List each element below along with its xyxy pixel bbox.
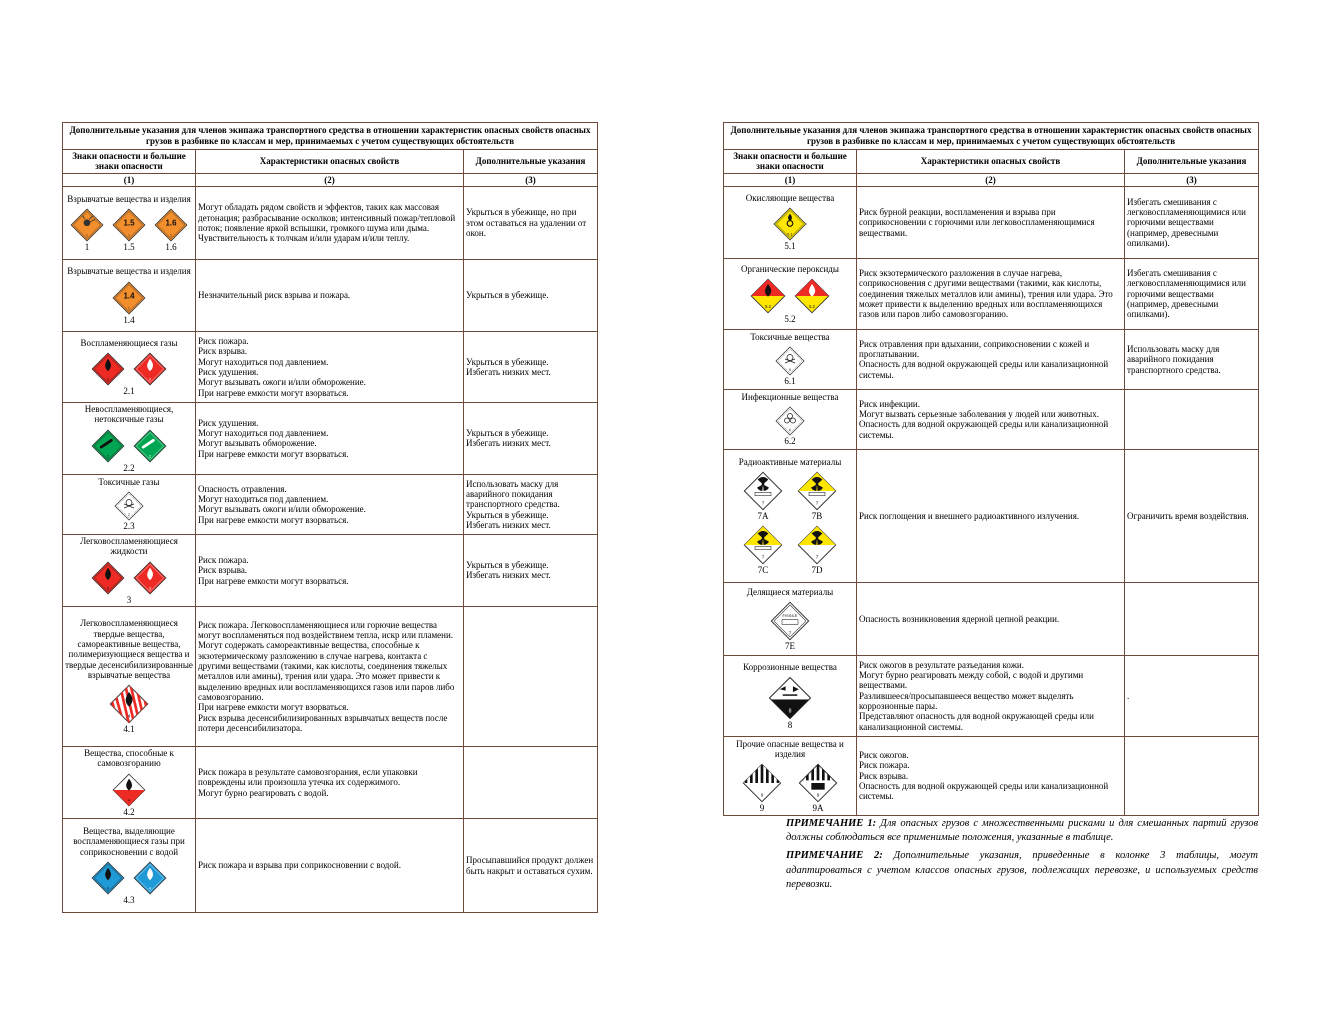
placard-class-number: 4	[106, 885, 110, 891]
additional-guidance	[464, 747, 598, 819]
hazard-name: Радиоактивные материалы	[738, 456, 842, 467]
class-number: 5.1	[784, 241, 796, 252]
table-row	[724, 655, 1259, 736]
hazard-characteristics: Риск отравления при вдыхании, соприкосновении с кожей и проглатывании. Опасность для водной окружающей среды или канализационной системы.	[857, 329, 1125, 389]
placard-class-number: 7	[815, 554, 819, 560]
placard-class-number: 7	[761, 554, 765, 560]
sign-label: 1.4	[123, 314, 135, 325]
sign-label: 7D	[811, 565, 823, 576]
placard-class-number: 5.2	[765, 303, 771, 309]
additional-guidance: Использовать маску для аварийного покидания транспортного средства.	[1125, 329, 1259, 389]
hazard-characteristics: Риск инфекции. Могут вызвать серьезные заболевания у людей или животных. Опасность для водной окружающей среды или канализационной системы.	[857, 389, 1125, 449]
table-row	[724, 736, 1259, 815]
hazard-characteristics: Риск удушения. Могут находиться под давлением. Могут вызывать обморожение. При нагреве емкости могут взорваться.	[196, 402, 464, 474]
flammable-gas-placard-icon	[91, 352, 125, 386]
explosive-bomb-placard-icon	[70, 208, 104, 242]
col-header-characteristics: Характеристики опасных свойств	[196, 149, 464, 173]
table-caption: Дополнительные указания для членов экипажа транспортного средства в отношении характеристик опасных свойств опасных грузов в разбивке по классам и мер, принимаемых с учетом существующих обстоятельств	[724, 123, 1259, 150]
placard-class-number: 2	[106, 376, 110, 382]
note-1-text: Для опасных грузов с множественными рисками и для смешанных партий грузов должны соблюдаться все применимые положения, указанные в таблице.	[786, 818, 1258, 844]
sign-label: 1	[84, 242, 90, 253]
table-row	[63, 331, 598, 402]
placard-class-number: 2	[148, 376, 152, 382]
infectious-biohazard-placard-icon	[775, 406, 805, 436]
sign-label: 7A	[757, 511, 769, 522]
col-header-additional: Дополнительные указания	[464, 149, 598, 173]
placard-class-number: 3	[106, 584, 110, 590]
sign-label: 1.6	[165, 242, 177, 253]
hazard-characteristics: Незначительный риск взрыва и пожара.	[196, 259, 464, 331]
table-row	[724, 389, 1259, 449]
placard-class-number: 9	[816, 792, 820, 798]
oxidizer-placard-icon	[773, 207, 807, 241]
flammable-gas-white-flame-placard-icon	[133, 352, 167, 386]
note-2	[786, 849, 1258, 892]
radioactive-7d-placard-icon	[797, 525, 837, 565]
hazard-name: Легковоспламеняющиеся твердые вещества, самореактивные вещества, полимеризующиеся вещества и твердые десенсибилизированные взрывчатые вещества	[65, 618, 193, 681]
hazard-characteristics: Опасность отравления. Могут находиться под давлением. Могут вызывать ожоги и/или обморожение. При нагреве емкости могут взорваться.	[196, 474, 464, 534]
placard-division-text: 1.6	[165, 218, 177, 228]
right-page	[723, 122, 1259, 816]
col-header-characteristics: Характеристики опасных свойств	[857, 149, 1125, 173]
hazard-name: Взрывчатые вещества и изделия	[67, 193, 191, 204]
note-2-label: ПРИМЕЧАНИЕ 2:	[786, 850, 883, 862]
hazard-table-left	[62, 122, 598, 913]
class-number: 7E	[785, 640, 795, 651]
class-number: 2.1	[123, 385, 135, 396]
hazard-name: Воспламеняющиеся газы	[80, 337, 178, 348]
placard-class-number: 8	[788, 708, 792, 715]
class-number: 6.1	[784, 376, 796, 387]
table-row	[63, 534, 598, 606]
hazard-table-right	[723, 122, 1259, 816]
radioactive-7a-placard-icon	[743, 471, 783, 511]
additional-guidance: Избегать смешивания с легковоспламеняющимися или горючими веществами (например, древесными опилками).	[1125, 258, 1259, 329]
hazard-characteristics: Могут обладать рядом свойств и эффектов, таких как массовая детонация; разбрасывание осколков; интенсивный пожар/тепловой поток; появление яркой вспышки, громкого шума или дыма. Чувствительность к толчкам и/или ударам и/или теплу.	[196, 186, 464, 259]
placard-class-number: 1	[127, 232, 131, 238]
hazard-name: Инфекционные вещества	[741, 392, 839, 403]
hazard-name: Токсичные газы	[98, 477, 160, 488]
note-1-label: ПРИМЕЧАНИЕ 1:	[786, 818, 877, 829]
table-row	[63, 402, 598, 474]
col-number-3: (3)	[464, 173, 598, 186]
hazard-name: Вещества, выделяющие воспламеняющиеся газы при соприкосновении с водой	[73, 825, 185, 857]
placard-class-number: 1	[169, 232, 173, 238]
placard-class-number: 7	[815, 500, 819, 506]
hazard-name: Органические пероксиды	[741, 263, 839, 274]
additional-guidance: Избегать смешивания с легковоспламеняющимися или горючими веществами (например, древесными опилками).	[1125, 186, 1259, 258]
hazard-name: Прочие опасные вещества и изделия	[736, 738, 844, 759]
placard-class-number: 9	[760, 792, 764, 798]
class-number: 6.2	[784, 436, 796, 447]
radioactive-7c-placard-icon	[743, 525, 783, 565]
class-number: 8	[787, 719, 793, 730]
corrosive-placard-icon	[768, 676, 812, 720]
class-number: 4.2	[123, 806, 135, 817]
organic-peroxide-placard-icon	[750, 278, 786, 314]
table-row	[63, 259, 598, 331]
explosive-1-6-placard-icon	[154, 208, 188, 242]
hazard-characteristics: Риск пожара и взрыва при соприкосновении с водой.	[196, 819, 464, 913]
class-number: 3	[126, 594, 132, 605]
additional-guidance: Укрыться в убежище. Избегать низких мест.	[464, 402, 598, 474]
dangerous-when-wet-white-placard-icon	[133, 861, 167, 895]
col-header-signs: Знаки опасности и большие знаки опасности	[724, 149, 857, 173]
placard-class-number: 6	[789, 428, 791, 433]
additional-guidance: .	[1125, 655, 1259, 736]
col-number-1: (1)	[63, 173, 196, 186]
hazard-characteristics: Риск экзотермического разложения в случае нагрева, соприкосновения с другими веществами (такими, как кислоты, соединения тяжелых металлов или амины), трения или удара. Это может привести к выделению вредных или воспламеняющихся газов или паров либо самовозгоранию.	[857, 258, 1125, 329]
placard-class-number: 3	[148, 584, 152, 590]
misc-dangerous-goods-placard-icon	[742, 763, 782, 803]
fissile-placard-icon	[770, 601, 810, 641]
col-number-2: (2)	[196, 173, 464, 186]
flammable-solid-striped-placard-icon	[109, 684, 149, 724]
left-page	[62, 122, 598, 913]
table-row	[63, 819, 598, 913]
hazard-characteristics: Риск пожара в результате самовозгорания, если упаковки повреждены или произошла утечка их содержимого. Могут бурно реагировать с водой.	[196, 747, 464, 819]
toxic-skull-placard-icon	[775, 346, 805, 376]
table-row	[63, 747, 598, 819]
placard-fissile-text: FISSILE	[782, 612, 798, 618]
table-row	[63, 474, 598, 534]
hazard-characteristics: Риск пожара. Легковоспламеняющиеся или горючие вещества могут воспламеняться под воздействием тепла, искр или пламени. Могут содержать самореактивные вещества, способные к экзотермическому разложению в случае нагрева, контакта с другими веществами (такими, как кислоты, соединения тяжелых металлов или амины), трения или удара. Это может привести к выделению вредных или воспламеняющихся газов или паров либо самовозгоранию. При нагреве емкости могут взорваться. Риск взрыва десенсибилизированных взрывчатых веществ после потери десенсибилизатора.	[196, 607, 464, 747]
non-flammable-gas-white-placard-icon	[133, 429, 167, 463]
dangerous-when-wet-placard-icon	[91, 861, 125, 895]
notes-section	[786, 817, 1258, 896]
hazard-characteristics: Риск бурной реакции, воспламенения и взрыва при соприкосновении с горючими или легковоспламеняющимися веществами.	[857, 186, 1125, 258]
additional-guidance: Ограничить время воздействия.	[1125, 449, 1259, 582]
table-row	[724, 582, 1259, 655]
organic-peroxide-white-placard-icon	[794, 278, 830, 314]
hazard-name: Вещества, способные к самовозгоранию	[84, 748, 174, 769]
placard-class-number: 7	[761, 500, 765, 506]
col-number-3: (3)	[1125, 173, 1259, 186]
explosive-1-4-placard-icon	[112, 281, 146, 315]
placard-class-number: 2	[128, 513, 130, 518]
col-number-1: (1)	[724, 173, 857, 186]
hazard-name: Легковоспламеняющиеся жидкости	[80, 535, 178, 557]
additional-guidance: Укрыться в убежище.	[464, 259, 598, 331]
class-number: 4.1	[123, 724, 135, 735]
sign-label: 9A	[812, 803, 824, 814]
placard-class-number: 7	[788, 630, 792, 636]
placard-class-number: 1	[127, 304, 131, 310]
additional-guidance: Использовать маску для аварийного покидания транспортного средства. Укрыться в убежище. Избегать низких мест.	[464, 474, 598, 534]
table-row	[724, 186, 1259, 258]
sign-label: 9	[759, 803, 765, 814]
note-2-text: Дополнительные указания, приведенные в колонке 3 таблицы, могут адаптироваться с учетом классов опасных грузов, подлежащих перевозке, и используемых средств перевозки.	[786, 850, 1259, 890]
sign-label: 7B	[811, 511, 823, 522]
placard-class-number: 4	[127, 713, 131, 719]
hazard-name: Делящиеся материалы	[746, 586, 834, 597]
hazard-name: Взрывчатые вещества и изделия	[67, 266, 191, 277]
hazard-name: Невоспламеняющиеся, нетоксичные газы	[84, 403, 174, 425]
table-row	[724, 258, 1259, 329]
placard-class-number: 6	[789, 368, 791, 373]
placard-class-number: 2	[106, 452, 110, 458]
class-number: 2.3	[123, 521, 135, 532]
hazard-characteristics: Риск пожара. Риск взрыва. Могут находиться под давлением. Риск удушения. Могут вызывать ожоги и/или обморожение. При нагреве емкости могут взорваться.	[196, 331, 464, 402]
class-number: 4.3	[123, 894, 135, 905]
flammable-liquid-white-placard-icon	[133, 561, 167, 595]
spontaneously-combustible-placard-icon	[112, 773, 146, 807]
additional-guidance: Просыпавшийся продукт должен быть накрыт и оставаться сухим.	[464, 819, 598, 913]
explosive-1-5-placard-icon	[112, 208, 146, 242]
col-header-additional: Дополнительные указания	[1125, 149, 1259, 173]
hazard-name: Окисляющие вещества	[745, 193, 835, 204]
placard-division-text: 1.4	[123, 291, 135, 301]
hazard-characteristics: Риск пожара. Риск взрыва. При нагреве емкости могут взорваться.	[196, 534, 464, 606]
col-number-2: (2)	[857, 173, 1125, 186]
sign-label: 7C	[757, 565, 769, 576]
additional-guidance: Укрыться в убежище. Избегать низких мест.	[464, 534, 598, 606]
placard-class-number: 4	[127, 797, 131, 803]
hazard-characteristics: Риск ожогов в результате разъедания кожи. Могут бурно реагировать между собой, с водой и другими веществами. Разлившееся/просыпавшееся вещество может выделять коррозионные пары. Представляют опасность для водной окружающей среды или канализационной системы.	[857, 655, 1125, 736]
class-number: 5.2	[784, 313, 796, 324]
flammable-liquid-placard-icon	[91, 561, 125, 595]
hazard-characteristics: Риск поглощения и внешнего радиоактивного излучения.	[857, 449, 1125, 582]
radioactive-7b-placard-icon	[797, 471, 837, 511]
placard-division-text: 1.5	[123, 218, 135, 228]
lithium-battery-placard-icon	[798, 763, 838, 803]
hazard-name: Коррозионные вещества	[743, 661, 837, 672]
hazard-characteristics: Опасность возникновения ядерной цепной реакции.	[857, 582, 1125, 655]
additional-guidance	[1125, 389, 1259, 449]
additional-guidance: Укрыться в убежище. Избегать низких мест.	[464, 331, 598, 402]
placard-class-number: 1	[85, 232, 89, 238]
additional-guidance	[1125, 582, 1259, 655]
additional-guidance: Укрыться в убежище, но при этом оставаться на удалении от окон.	[464, 186, 598, 259]
col-header-signs: Знаки опасности и большие знаки опасности	[63, 149, 196, 173]
sign-label: 1.5	[123, 242, 135, 253]
additional-guidance	[464, 607, 598, 747]
note-1	[786, 817, 1258, 845]
toxic-gas-skull-placard-icon	[114, 491, 144, 521]
table-row	[724, 329, 1259, 389]
non-flammable-gas-placard-icon	[91, 429, 125, 463]
table-row	[724, 449, 1259, 582]
placard-class-number: 5.2	[809, 303, 815, 309]
table-row	[63, 186, 598, 259]
class-number: 2.2	[123, 462, 135, 473]
placard-class-number: 4	[148, 885, 152, 891]
table-caption: Дополнительные указания для членов экипажа транспортного средства в отношении характеристик опасных свойств опасных грузов в разбивке по классам и мер, принимаемых с учетом существующих обстоятельств	[63, 123, 598, 150]
hazard-name: Токсичные вещества	[750, 332, 830, 343]
additional-guidance	[1125, 736, 1259, 815]
placard-class-number: 5.1	[787, 231, 793, 237]
hazard-characteristics: Риск ожогов. Риск пожара. Риск взрыва. Опасность для водной окружающей среды или канализационной системы.	[857, 736, 1125, 815]
table-row	[63, 607, 598, 747]
placard-class-number: 2	[148, 452, 152, 458]
